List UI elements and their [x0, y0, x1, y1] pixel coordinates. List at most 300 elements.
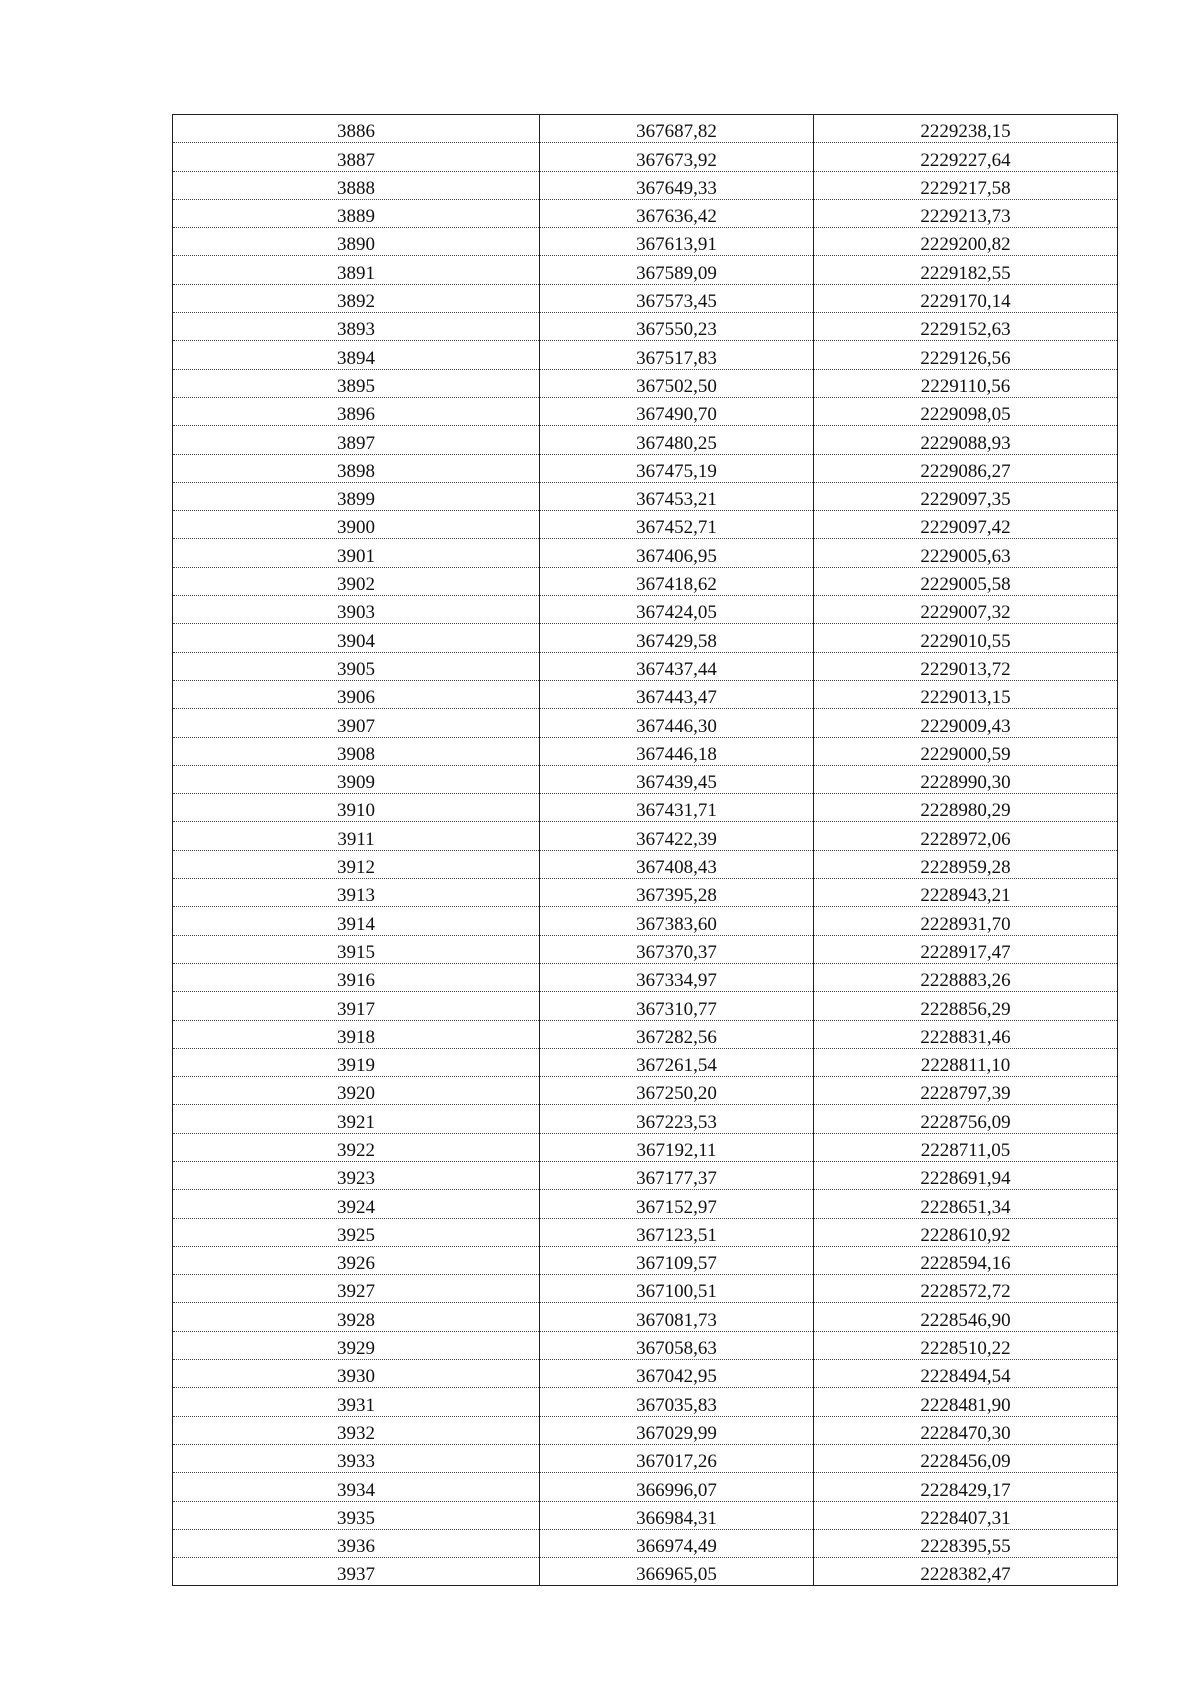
cell-text: 3930 — [337, 1366, 375, 1388]
table-row — [173, 397, 1118, 425]
y-coordinate-cell — [814, 539, 1118, 567]
cell-text: 2229126,56 — [920, 347, 1011, 369]
point-number-cell — [173, 539, 540, 567]
cell-text: 367443,47 — [636, 687, 717, 709]
cell-text: 3899 — [337, 489, 375, 511]
cell-text: 3919 — [337, 1055, 375, 1077]
cell-text: 367636,42 — [636, 206, 717, 228]
table-row — [173, 850, 1118, 878]
cell-text: 367613,91 — [636, 234, 717, 256]
cell-text: 367517,83 — [636, 347, 717, 369]
cell-text: 2228494,54 — [920, 1366, 1011, 1388]
table-row — [173, 596, 1118, 624]
cell-text: 367408,43 — [636, 857, 717, 879]
point-number-cell — [173, 199, 540, 227]
cell-text: 2229000,59 — [920, 743, 1011, 765]
cell-text: 2229098,05 — [920, 404, 1011, 426]
cell-text: 367502,50 — [636, 375, 717, 397]
table-row — [173, 199, 1118, 227]
x-coordinate-cell — [540, 511, 814, 539]
cell-text: 3897 — [337, 432, 375, 454]
y-coordinate-cell — [814, 511, 1118, 539]
x-coordinate-cell — [540, 1020, 814, 1048]
cell-text: 367446,18 — [636, 743, 717, 765]
cell-text: 367429,58 — [636, 630, 717, 652]
cell-text: 3886 — [337, 121, 375, 143]
x-coordinate-cell — [540, 171, 814, 199]
cell-text: 3903 — [337, 602, 375, 624]
cell-text: 367152,97 — [636, 1196, 717, 1218]
point-number-cell — [173, 1275, 540, 1303]
y-coordinate-cell — [814, 1360, 1118, 1388]
point-number-cell — [173, 567, 540, 595]
point-number-cell — [173, 765, 540, 793]
table-row — [173, 680, 1118, 708]
point-number-cell — [173, 426, 540, 454]
x-coordinate-cell — [540, 765, 814, 793]
cell-text: 3932 — [337, 1422, 375, 1444]
point-number-cell — [173, 454, 540, 482]
cell-text: 3934 — [337, 1479, 375, 1501]
point-number-cell — [173, 1077, 540, 1105]
cell-text: 367673,92 — [636, 149, 717, 171]
point-number-cell — [173, 907, 540, 935]
point-number-cell — [173, 963, 540, 991]
y-coordinate-cell — [814, 1501, 1118, 1529]
y-coordinate-cell — [814, 1416, 1118, 1444]
y-coordinate-cell — [814, 1133, 1118, 1161]
cell-text: 3927 — [337, 1281, 375, 1303]
point-number-cell — [173, 935, 540, 963]
x-coordinate-cell — [540, 1161, 814, 1189]
coordinates-table-body — [173, 115, 1118, 1586]
cell-text: 2229097,42 — [920, 517, 1011, 539]
x-coordinate-cell — [540, 1473, 814, 1501]
table-row — [173, 1133, 1118, 1161]
table-row — [173, 1048, 1118, 1076]
table-row — [173, 228, 1118, 256]
x-coordinate-cell — [540, 143, 814, 171]
cell-text: 367081,73 — [636, 1309, 717, 1331]
table-row — [173, 256, 1118, 284]
x-coordinate-cell — [540, 850, 814, 878]
cell-text: 3906 — [337, 687, 375, 709]
x-coordinate-cell — [540, 397, 814, 425]
table-row — [173, 369, 1118, 397]
cell-text: 2228456,09 — [920, 1451, 1011, 1473]
point-number-cell — [173, 143, 540, 171]
cell-text: 367058,63 — [636, 1338, 717, 1360]
cell-text: 2229007,32 — [920, 602, 1011, 624]
cell-text: 2228980,29 — [920, 800, 1011, 822]
y-coordinate-cell — [814, 879, 1118, 907]
point-number-cell — [173, 1416, 540, 1444]
point-number-cell — [173, 397, 540, 425]
x-coordinate-cell — [540, 822, 814, 850]
table-row — [173, 1360, 1118, 1388]
cell-text: 2228691,94 — [920, 1168, 1011, 1190]
table-row — [173, 1473, 1118, 1501]
cell-text: 367573,45 — [636, 291, 717, 313]
cell-text: 3922 — [337, 1139, 375, 1161]
table-row — [173, 539, 1118, 567]
y-coordinate-cell — [814, 1105, 1118, 1133]
point-number-cell — [173, 1331, 540, 1359]
cell-text: 367042,95 — [636, 1366, 717, 1388]
table-row — [173, 511, 1118, 539]
table-row — [173, 794, 1118, 822]
table-row — [173, 1501, 1118, 1529]
y-coordinate-cell — [814, 171, 1118, 199]
cell-text: 367431,71 — [636, 800, 717, 822]
cell-text: 3923 — [337, 1168, 375, 1190]
point-number-cell — [173, 794, 540, 822]
cell-text: 3908 — [337, 743, 375, 765]
cell-text: 366984,31 — [636, 1507, 717, 1529]
cell-text: 367250,20 — [636, 1083, 717, 1105]
cell-text: 2228811,10 — [920, 1055, 1011, 1077]
point-number-cell — [173, 1218, 540, 1246]
point-number-cell — [173, 1246, 540, 1274]
cell-text: 3935 — [337, 1507, 375, 1529]
cell-text: 3912 — [337, 857, 375, 879]
cell-text: 367177,37 — [636, 1168, 717, 1190]
table-row — [173, 963, 1118, 991]
table-row — [173, 1218, 1118, 1246]
point-number-cell — [173, 737, 540, 765]
cell-text: 3925 — [337, 1224, 375, 1246]
cell-text: 367223,53 — [636, 1111, 717, 1133]
x-coordinate-cell — [540, 228, 814, 256]
cell-text: 2228546,90 — [920, 1309, 1011, 1331]
cell-text: 367453,21 — [636, 489, 717, 511]
table-row — [173, 1190, 1118, 1218]
point-number-cell — [173, 1529, 540, 1557]
cell-text: 3920 — [337, 1083, 375, 1105]
table-row — [173, 879, 1118, 907]
table-row — [173, 115, 1118, 143]
cell-text: 3915 — [337, 941, 375, 963]
table-row — [173, 1161, 1118, 1189]
y-coordinate-cell — [814, 1558, 1118, 1586]
table-row — [173, 1444, 1118, 1472]
cell-text: 367439,45 — [636, 772, 717, 794]
y-coordinate-cell — [814, 596, 1118, 624]
cell-text: 367475,19 — [636, 460, 717, 482]
cell-text: 2228990,30 — [920, 772, 1011, 794]
point-number-cell — [173, 341, 540, 369]
cell-text: 367446,30 — [636, 715, 717, 737]
x-coordinate-cell — [540, 737, 814, 765]
y-coordinate-cell — [814, 1048, 1118, 1076]
table-row — [173, 624, 1118, 652]
x-coordinate-cell — [540, 1246, 814, 1274]
y-coordinate-cell — [814, 567, 1118, 595]
cell-text: 2228959,28 — [920, 857, 1011, 879]
table-row — [173, 1303, 1118, 1331]
cell-text: 2228510,22 — [920, 1338, 1011, 1360]
cell-text: 2228651,34 — [920, 1196, 1011, 1218]
cell-text: 2229182,55 — [920, 262, 1011, 284]
cell-text: 367452,71 — [636, 517, 717, 539]
point-number-cell — [173, 652, 540, 680]
table-row — [173, 143, 1118, 171]
cell-text: 2229217,58 — [920, 177, 1011, 199]
cell-text: 2228594,16 — [920, 1253, 1011, 1275]
y-coordinate-cell — [814, 652, 1118, 680]
cell-text: 3917 — [337, 998, 375, 1020]
cell-text: 3892 — [337, 291, 375, 313]
cell-text: 3888 — [337, 177, 375, 199]
y-coordinate-cell — [814, 624, 1118, 652]
y-coordinate-cell — [814, 143, 1118, 171]
cell-text: 367687,82 — [636, 121, 717, 143]
x-coordinate-cell — [540, 1133, 814, 1161]
cell-text: 2228481,90 — [920, 1394, 1011, 1416]
cell-text: 3931 — [337, 1394, 375, 1416]
table-row — [173, 1558, 1118, 1586]
cell-text: 367490,70 — [636, 404, 717, 426]
y-coordinate-cell — [814, 256, 1118, 284]
x-coordinate-cell — [540, 1048, 814, 1076]
x-coordinate-cell — [540, 1444, 814, 1472]
cell-text: 367334,97 — [636, 970, 717, 992]
x-coordinate-cell — [540, 454, 814, 482]
x-coordinate-cell — [540, 1303, 814, 1331]
y-coordinate-cell — [814, 907, 1118, 935]
table-row — [173, 1331, 1118, 1359]
cell-text: 2228856,29 — [920, 998, 1011, 1020]
cell-text: 3901 — [337, 545, 375, 567]
cell-text: 367282,56 — [636, 1026, 717, 1048]
table-row — [173, 935, 1118, 963]
cell-text: 3894 — [337, 347, 375, 369]
cell-text: 3914 — [337, 913, 375, 935]
cell-text: 2229010,55 — [920, 630, 1011, 652]
cell-text: 367589,09 — [636, 262, 717, 284]
y-coordinate-cell — [814, 1218, 1118, 1246]
point-number-cell — [173, 1303, 540, 1331]
cell-text: 2228943,21 — [920, 885, 1011, 907]
point-number-cell — [173, 596, 540, 624]
cell-text: 3891 — [337, 262, 375, 284]
cell-text: 367109,57 — [636, 1253, 717, 1275]
y-coordinate-cell — [814, 426, 1118, 454]
x-coordinate-cell — [540, 652, 814, 680]
table-row — [173, 1529, 1118, 1557]
x-coordinate-cell — [540, 341, 814, 369]
table-row — [173, 426, 1118, 454]
cell-text: 3890 — [337, 234, 375, 256]
cell-text: 3907 — [337, 715, 375, 737]
point-number-cell — [173, 313, 540, 341]
table-row — [173, 171, 1118, 199]
y-coordinate-cell — [814, 850, 1118, 878]
point-number-cell — [173, 1558, 540, 1586]
table-row — [173, 765, 1118, 793]
x-coordinate-cell — [540, 369, 814, 397]
cell-text: 367406,95 — [636, 545, 717, 567]
cell-text: 3929 — [337, 1338, 375, 1360]
cell-text: 2229238,15 — [920, 121, 1011, 143]
y-coordinate-cell — [814, 794, 1118, 822]
y-coordinate-cell — [814, 284, 1118, 312]
cell-text: 367100,51 — [636, 1281, 717, 1303]
cell-text: 367029,99 — [636, 1422, 717, 1444]
x-coordinate-cell — [540, 794, 814, 822]
cell-text: 367418,62 — [636, 574, 717, 596]
x-coordinate-cell — [540, 1077, 814, 1105]
cell-text: 3918 — [337, 1026, 375, 1048]
table-row — [173, 822, 1118, 850]
cell-text: 3905 — [337, 658, 375, 680]
x-coordinate-cell — [540, 115, 814, 143]
table-row — [173, 454, 1118, 482]
cell-text: 367424,05 — [636, 602, 717, 624]
y-coordinate-cell — [814, 822, 1118, 850]
cell-text: 3895 — [337, 375, 375, 397]
x-coordinate-cell — [540, 199, 814, 227]
table-row — [173, 992, 1118, 1020]
point-number-cell — [173, 1161, 540, 1189]
cell-text: 2228429,17 — [920, 1479, 1011, 1501]
cell-text: 2228572,72 — [920, 1281, 1011, 1303]
cell-text: 3933 — [337, 1451, 375, 1473]
cell-text: 367383,60 — [636, 913, 717, 935]
cell-text: 3911 — [337, 828, 375, 850]
cell-text: 3902 — [337, 574, 375, 596]
cell-text: 2229200,82 — [920, 234, 1011, 256]
x-coordinate-cell — [540, 1501, 814, 1529]
cell-text: 367550,23 — [636, 319, 717, 341]
table-row — [173, 341, 1118, 369]
cell-text: 2229227,64 — [920, 149, 1011, 171]
point-number-cell — [173, 115, 540, 143]
point-number-cell — [173, 822, 540, 850]
cell-text: 367261,54 — [636, 1055, 717, 1077]
y-coordinate-cell — [814, 1529, 1118, 1557]
point-number-cell — [173, 1105, 540, 1133]
table-row — [173, 709, 1118, 737]
cell-text: 3913 — [337, 885, 375, 907]
cell-text: 3896 — [337, 404, 375, 426]
cell-text: 2229013,72 — [920, 658, 1011, 680]
table-row — [173, 482, 1118, 510]
y-coordinate-cell — [814, 1388, 1118, 1416]
y-coordinate-cell — [814, 1020, 1118, 1048]
y-coordinate-cell — [814, 1190, 1118, 1218]
table-row — [173, 567, 1118, 595]
cell-text: 2228883,26 — [920, 970, 1011, 992]
cell-text: 3936 — [337, 1536, 375, 1558]
point-number-cell — [173, 879, 540, 907]
point-number-cell — [173, 624, 540, 652]
cell-text: 3921 — [337, 1111, 375, 1133]
y-coordinate-cell — [814, 313, 1118, 341]
cell-text: 2228931,70 — [920, 913, 1011, 935]
cell-text: 2228407,31 — [920, 1507, 1011, 1529]
cell-text: 2229213,73 — [920, 206, 1011, 228]
x-coordinate-cell — [540, 1388, 814, 1416]
table-row — [173, 1246, 1118, 1274]
x-coordinate-cell — [540, 1360, 814, 1388]
x-coordinate-cell — [540, 313, 814, 341]
y-coordinate-cell — [814, 341, 1118, 369]
cell-text: 3898 — [337, 460, 375, 482]
point-number-cell — [173, 1473, 540, 1501]
y-coordinate-cell — [814, 992, 1118, 1020]
cell-text: 2229086,27 — [920, 460, 1011, 482]
y-coordinate-cell — [814, 765, 1118, 793]
x-coordinate-cell — [540, 284, 814, 312]
cell-text: 3937 — [337, 1564, 375, 1586]
y-coordinate-cell — [814, 935, 1118, 963]
cell-text: 367480,25 — [636, 432, 717, 454]
y-coordinate-cell — [814, 1161, 1118, 1189]
point-number-cell — [173, 680, 540, 708]
table-row — [173, 313, 1118, 341]
x-coordinate-cell — [540, 879, 814, 907]
point-number-cell — [173, 228, 540, 256]
coordinates-table — [172, 114, 1118, 1586]
point-number-cell — [173, 511, 540, 539]
y-coordinate-cell — [814, 1473, 1118, 1501]
cell-text: 2229013,15 — [920, 687, 1011, 709]
cell-text: 367422,39 — [636, 828, 717, 850]
cell-text: 367437,44 — [636, 658, 717, 680]
table-row — [173, 1275, 1118, 1303]
cell-text: 367123,51 — [636, 1224, 717, 1246]
point-number-cell — [173, 171, 540, 199]
x-coordinate-cell — [540, 1558, 814, 1586]
y-coordinate-cell — [814, 1303, 1118, 1331]
cell-text: 3916 — [337, 970, 375, 992]
y-coordinate-cell — [814, 397, 1118, 425]
cell-text: 367649,33 — [636, 177, 717, 199]
table-row — [173, 284, 1118, 312]
table-row — [173, 907, 1118, 935]
x-coordinate-cell — [540, 426, 814, 454]
cell-text: 2228382,47 — [920, 1564, 1011, 1586]
y-coordinate-cell — [814, 1331, 1118, 1359]
point-number-cell — [173, 256, 540, 284]
table-row — [173, 1388, 1118, 1416]
x-coordinate-cell — [540, 1275, 814, 1303]
cell-text: 367310,77 — [636, 998, 717, 1020]
y-coordinate-cell — [814, 709, 1118, 737]
cell-text: 367192,11 — [636, 1139, 717, 1161]
cell-text: 2228395,55 — [920, 1536, 1011, 1558]
cell-text: 3893 — [337, 319, 375, 341]
x-coordinate-cell — [540, 992, 814, 1020]
cell-text: 3904 — [337, 630, 375, 652]
x-coordinate-cell — [540, 624, 814, 652]
cell-text: 366974,49 — [636, 1536, 717, 1558]
cell-text: 367035,83 — [636, 1394, 717, 1416]
point-number-cell — [173, 482, 540, 510]
x-coordinate-cell — [540, 1331, 814, 1359]
x-coordinate-cell — [540, 1529, 814, 1557]
x-coordinate-cell — [540, 935, 814, 963]
point-number-cell — [173, 284, 540, 312]
point-number-cell — [173, 1444, 540, 1472]
y-coordinate-cell — [814, 115, 1118, 143]
cell-text: 3928 — [337, 1309, 375, 1331]
x-coordinate-cell — [540, 567, 814, 595]
cell-text: 2229152,63 — [920, 319, 1011, 341]
cell-text: 367395,28 — [636, 885, 717, 907]
y-coordinate-cell — [814, 737, 1118, 765]
